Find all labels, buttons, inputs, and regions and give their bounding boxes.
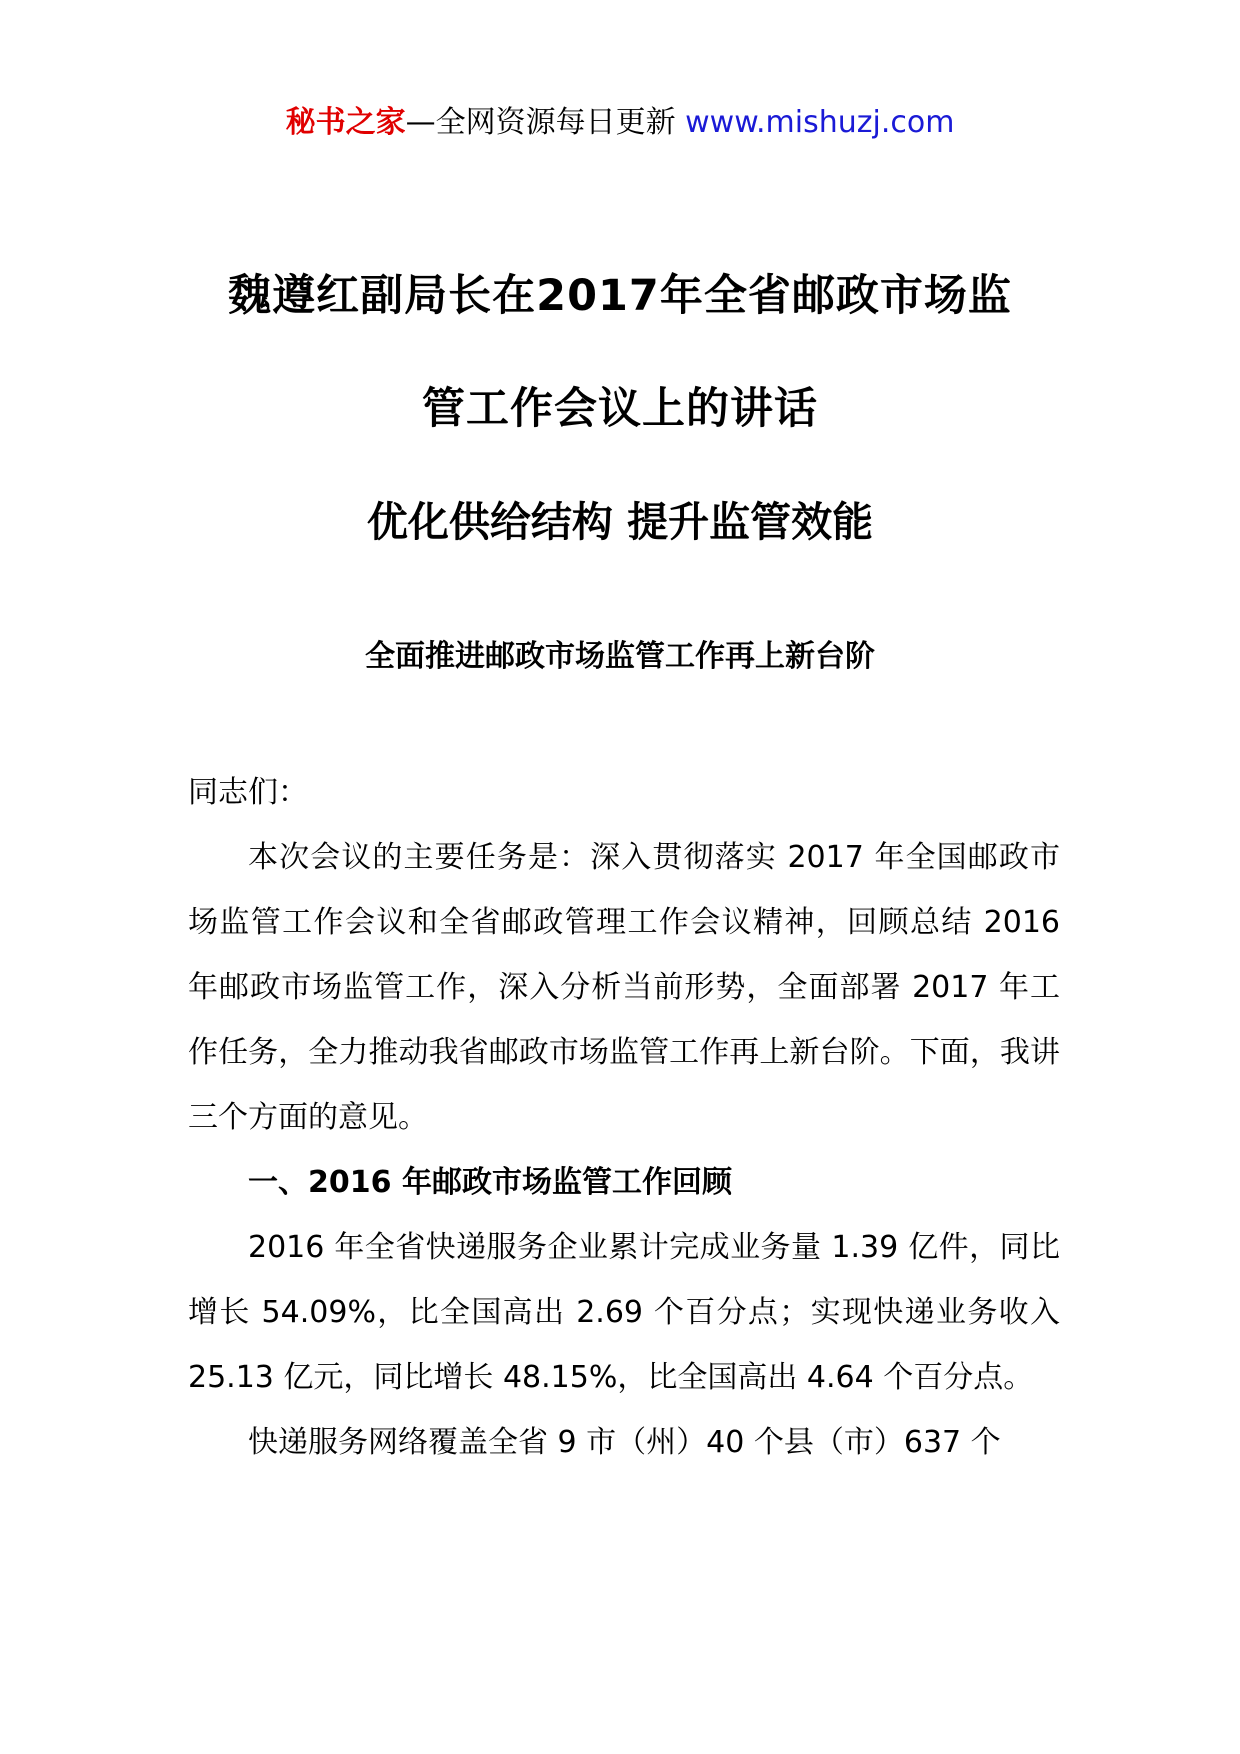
salutation: 同志们： bbox=[188, 775, 308, 810]
site-tagline: —全网资源每日更新 bbox=[405, 105, 686, 140]
document-secondary-subtitle: 全面推进邮政市场监管工作再上新台阶 bbox=[365, 639, 875, 674]
document-title-line-1: 魏遵红副局长在2017年全省邮政市场监 bbox=[228, 271, 1012, 321]
site-header bbox=[0, 103, 1240, 143]
paragraph-intro: 本次会议的主要任务是：深入贯彻落实 2017 年全国邮政市场监管工作会议和全省邮政管理工作会议精神，回顾总结 2016 年邮政市场监管工作，深入分析当前形势，全面部署 2017 年工作任务，全力推动我省邮政市场监管工作再上新台阶。下面，我讲三个方面的意见。 bbox=[188, 840, 1060, 1135]
document-title bbox=[150, 240, 1090, 466]
paragraph-statistics: 2016 年全省快递服务企业累计完成业务量 1.39 亿件，同比增长 54.09%，比全国高出 2.69 个百分点；实现快递业务收入 25.13 亿元，同比增长 48.15%，比全国高出 4.64 个百分点。 bbox=[188, 1230, 1060, 1395]
site-name: 秘书之家 bbox=[285, 105, 406, 140]
document-title-line-2: 管工作会议上的讲话 bbox=[422, 384, 818, 434]
document-subtitle: 优化供给结构 提升监管效能 bbox=[366, 498, 874, 546]
paragraph-network-coverage: 快递服务网络覆盖全省 9 市（州）40 个县（市）637 个 bbox=[248, 1425, 1001, 1460]
document-body bbox=[188, 760, 1060, 1475]
section-heading-1: 一、2016 年邮政市场监管工作回顾 bbox=[248, 1165, 732, 1200]
site-url-link[interactable]: www.mishuzj.com bbox=[685, 105, 955, 140]
